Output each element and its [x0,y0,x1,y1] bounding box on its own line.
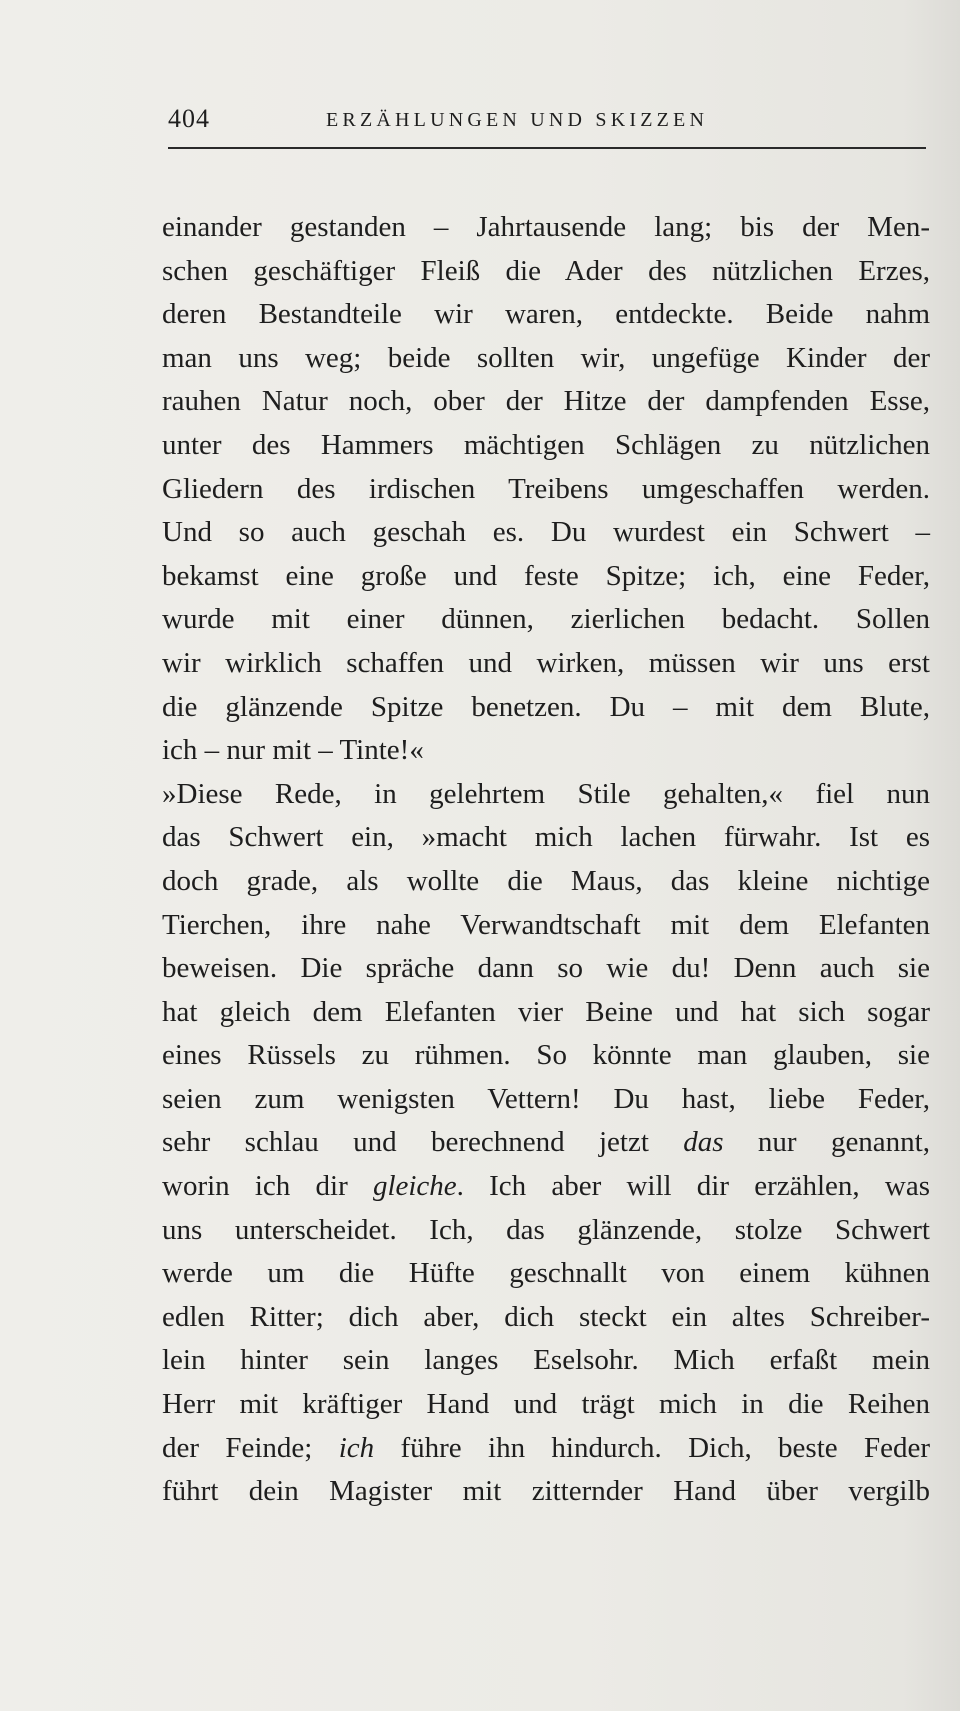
text-line: seien zum wenigsten Vettern! Du hast, liebe Feder, [162,1082,930,1115]
text-segment: der Feinde; [162,1431,339,1464]
body-text [162,206,930,1514]
text-line: uns unterscheidet. Ich, das glänzende, stolze Schwert [162,1213,930,1246]
text-line: lein hinter sein langes Eselsohr. Mich erfaßt mein [162,1344,930,1377]
italic-word: ich [338,1431,375,1464]
text-segment: . Ich aber will dir erzählen, was [456,1170,930,1203]
text-line [162,1121,930,1165]
text-line: eines Rüssels zu rühmen. So könnte man glauben, sie [162,1039,930,1072]
text-line: deren Bestandteile wir waren, entdeckte. Beide nahm [162,298,930,331]
text-line: Herr mit kräftiger Hand und trägt mich in die Reihen [162,1388,930,1421]
text-line: »Diese Rede, in gelehrtem Stile gehalten,« fiel nun [162,777,930,810]
text-line: die glänzende Spitze benetzen. Du – mit dem Blute, [162,690,930,723]
text-line: das Schwert ein, »macht mich lachen fürwahr. Ist es [162,821,930,854]
text-line: schen geschäftiger Fleiß die Ader des nützlichen Erzes, [162,254,930,287]
text-line: werde um die Hüfte geschnallt von einem kühnen [162,1257,930,1290]
running-title: ERZÄHLUNGEN UND SKIZZEN [326,109,709,131]
text-segment: nur genannt, [723,1126,930,1159]
text-line: man uns weg; beide sollten wir, ungefüge Kinder der [162,341,930,374]
text-line: wir wirklich schaffen und wirken, müssen wir uns erst [162,646,930,679]
italic-word: das [683,1126,724,1159]
text-line [162,1165,930,1209]
text-line: doch grade, als wollte die Maus, das kleine nichtige [162,864,930,897]
italic-word: gleiche [372,1170,457,1203]
text-line: führt dein Magister mit zitternder Hand über vergilb [162,1475,930,1508]
header-rule [168,147,926,149]
text-segment: worin ich dir [162,1170,373,1203]
text-segment: sehr schlau und berechnend jetzt [162,1126,684,1159]
page-number: 404 [168,104,210,133]
text-line: rauhen Natur noch, ober der Hitze der dampfenden Esse, [162,385,930,418]
text-line: hat gleich dem Elefanten vier Beine und hat sich sogar [162,995,930,1028]
text-line: ich – nur mit – Tinte!« [162,734,424,767]
text-line: edlen Ritter; dich aber, dich steckt ein altes Schreiber- [162,1300,930,1333]
text-segment: führe ihn hindurch. Dich, beste Feder [374,1431,930,1464]
text-line: wurde mit einer dünnen, zierlichen bedacht. Sollen [162,603,930,636]
text-line [162,1427,930,1471]
text-line: unter des Hammers mächtigen Schlägen zu nützlichen [162,428,930,461]
text-line: bekamst eine große und feste Spitze; ich, eine Feder, [162,559,930,592]
text-line: Tierchen, ihre nahe Verwandtschaft mit dem Elefanten [162,908,930,941]
running-head [168,104,926,140]
text-line: Und so auch geschah es. Du wurdest ein Schwert – [162,516,930,549]
text-line: einander gestanden – Jahrtausende lang; bis der Men- [162,211,930,243]
text-line: beweisen. Die spräche dann so wie du! Denn auch sie [162,952,930,985]
text-line: Gliedern des irdischen Treibens umgeschaffen werden. [162,472,930,505]
